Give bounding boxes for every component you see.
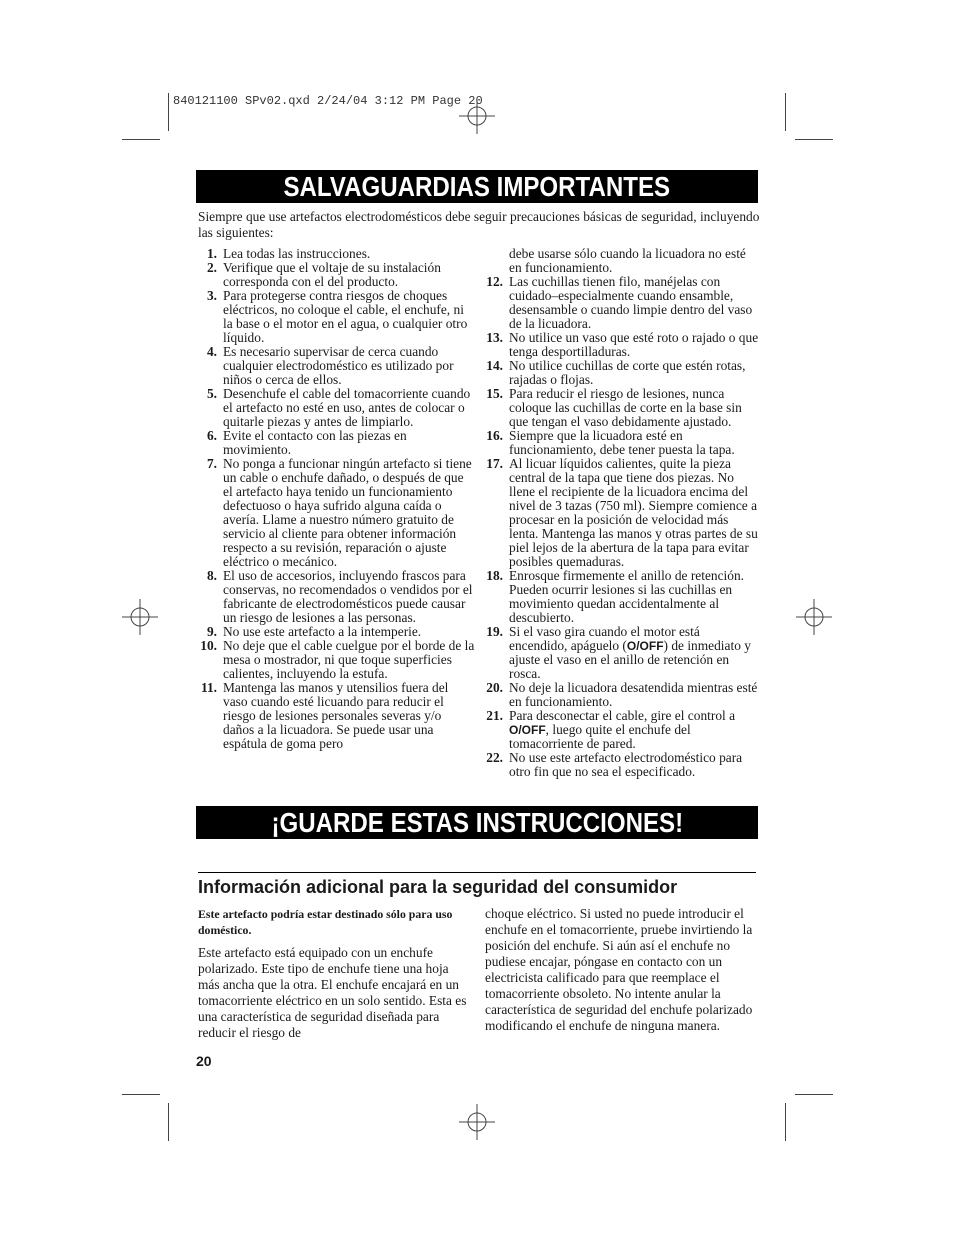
print-slug: 840121100 SPv02.qxd 2/24/04 3:12 PM Page 20 <box>173 94 483 108</box>
list-item: 21. Para desconectar el cable, gire el control a O/OFF, luego quite el enchufe del tomacorriente de pared. <box>486 708 736 751</box>
list-item: 3. Para protegerse contra riesgos de choques eléctricos, no coloque el cable, el enchufe, ni la base o el motor en el agua, o cualquier otro líquido. <box>206 288 468 345</box>
list-item: 6. Evite el contacto con las piezas en movimiento. <box>206 428 407 457</box>
title-banner <box>196 170 758 203</box>
registration-mark-icon <box>796 599 832 635</box>
crop-mark <box>785 93 786 131</box>
list-item: 4. Es necesario supervisar de cerca cuando cualquier electrodoméstico es utilizado por niños o cerca de ellos. <box>206 344 454 387</box>
title-banner-text: SALVAGUARDIAS IMPORTANTES <box>283 171 671 202</box>
list-item: 8. El uso de accesorios, incluyendo frascos para conservas, no recomendados o vendidos por el fabricante de electrodomésticos puede causar un riesgo de lesiones a las personas. <box>206 568 473 625</box>
save-instructions-text: ¡GUARDE ESTAS INSTRUCCIONES! <box>271 807 683 838</box>
crop-mark <box>122 139 160 140</box>
info-section-title: Información adicional para la seguridad del consumidor <box>198 877 678 897</box>
crop-mark <box>795 139 833 140</box>
list-item: 2. Verifique que el voltaje de su instalación corresponda con el del producto. <box>206 260 441 289</box>
info-paragraph-right: choque eléctrico. Si usted no puede introducir el enchufe en el tomacorriente, pruebe invirtiendo la posición del enchufe. Si aún así el enchufe no pudiese encajar, póngase en contacto con un electricista calificado para que reemplace el tomacorriente obsoleto. No intente anular la característica de seguridad del enchufe polarizado modificando el enchufe de ninguna manera. <box>485 906 753 1033</box>
info-lead: Este artefacto podría estar destinado sólo para uso doméstico. <box>198 907 453 937</box>
list-item: 19. Si el vaso gira cuando el motor está encendido, apáguelo (O/OFF) de inmediato y ajuste el vaso en el anillo de retención en rosca. <box>486 624 751 681</box>
page-number: 20 <box>196 1053 212 1069</box>
safeguards-column-left <box>198 247 475 751</box>
list-item: 14. No utilice cuchillas de corte que estén rotas, rajadas o flojas. <box>486 358 746 387</box>
list-item: 1. Lea todas las instrucciones. <box>206 246 371 261</box>
list-item: 11. Mantenga las manos y utensilios fuera del vaso cuando esté licuando para reducir el riesgo de lesiones personales severas y/o daños a la licuadora. Se puede usar una espátula de goma pero <box>201 680 449 751</box>
info-column-right <box>485 906 759 1034</box>
crop-mark <box>168 1103 169 1141</box>
list-item: 12. Las cuchillas tienen filo, manéjelas con cuidado–especialmente cuando ensamble, desensamble o cuando limpie dentro del vaso de la licuadora. <box>486 274 753 331</box>
crop-mark <box>168 93 169 131</box>
list-item: 20. No deje la licuadora desatendida mientras esté en funcionamiento. <box>486 680 758 709</box>
list-item: 10. No deje que el cable cuelgue por el borde de la mesa o mostrador, ni que toque superficies calientes, incluyendo la estufa. <box>200 638 475 681</box>
list-item: 15. Para reducir el riesgo de lesiones, nunca coloque las cuchillas de corte en la base sin que tengan el vaso debidamente ajustado. <box>486 386 742 429</box>
crop-mark <box>795 1094 833 1095</box>
list-item: 5. Desenchufe el cable del tomacorriente cuando el artefacto no esté en uso, antes de colocar o quitarle piezas y antes de limpiarlo. <box>206 386 471 429</box>
crop-mark <box>122 1094 160 1095</box>
crop-mark <box>785 1103 786 1141</box>
list-item: 7. No ponga a funcionar ningún artefacto si tiene un cable o enchufe dañado, o después de que el artefacto haya tenido un funcionamiento defectuoso o haya sufrido alguna caída o avería. Llame a nuestro número gratuito de servicio al cliente para obtener información respecto a su revisión, reparación o ajuste eléctrico o mecánico. <box>206 456 472 569</box>
list-item: 18. Enrosque firmemente el anillo de retención. Pueden ocurrir lesiones si las cuchillas en movimiento quedan accidentalmente al descubierto. <box>486 568 744 625</box>
intro-paragraph: Siempre que use artefactos electrodomésticos debe seguir precauciones básicas de seguridad, incluyendo las siguientes: <box>198 209 760 240</box>
info-column-left <box>198 906 470 1041</box>
info-paragraph-left: Este artefacto está equipado con un enchufe polarizado. Este tipo de enchufe tiene una hoja más ancha que la otra. El enchufe encajará en un tomacorriente eléctrico en un solo sentido. Esta es una característica de seguridad diseñada para reducir el riesgo de <box>198 945 467 1040</box>
save-instructions-banner <box>196 806 758 839</box>
registration-mark-icon <box>459 1104 495 1140</box>
registration-mark-icon <box>122 599 158 635</box>
list-item: 22. No use este artefacto electrodoméstico para otro fin que no sea el especificado. <box>486 750 743 779</box>
section-divider <box>198 872 756 873</box>
safeguards-column-right <box>484 247 760 779</box>
list-item: 9. No use este artefacto a la intemperie. <box>206 624 422 639</box>
list-item: 13. No utilice un vaso que esté roto o rajado o que tenga desportilladuras. <box>486 330 759 359</box>
list-item: 17. Al licuar líquidos calientes, quite la pieza central de la tapa que tiene dos piezas. No llene el recipiente de la licuadora encima del nivel de 3 tazas (750 ml). Siempre comience a procesar en la posición de velocidad más lenta. Mantenga las manos y otras partes de su piel lejos de la abertura de la tapa para evitar posibles quemaduras. <box>486 456 758 569</box>
list-item-continuation: debe usarse sólo cuando la licuadora no esté en funcionamiento. <box>509 246 746 275</box>
list-item: 16. Siempre que la licuadora esté en funcionamiento, debe tener puesta la tapa. <box>486 428 735 457</box>
registration-mark-icon <box>459 98 495 134</box>
